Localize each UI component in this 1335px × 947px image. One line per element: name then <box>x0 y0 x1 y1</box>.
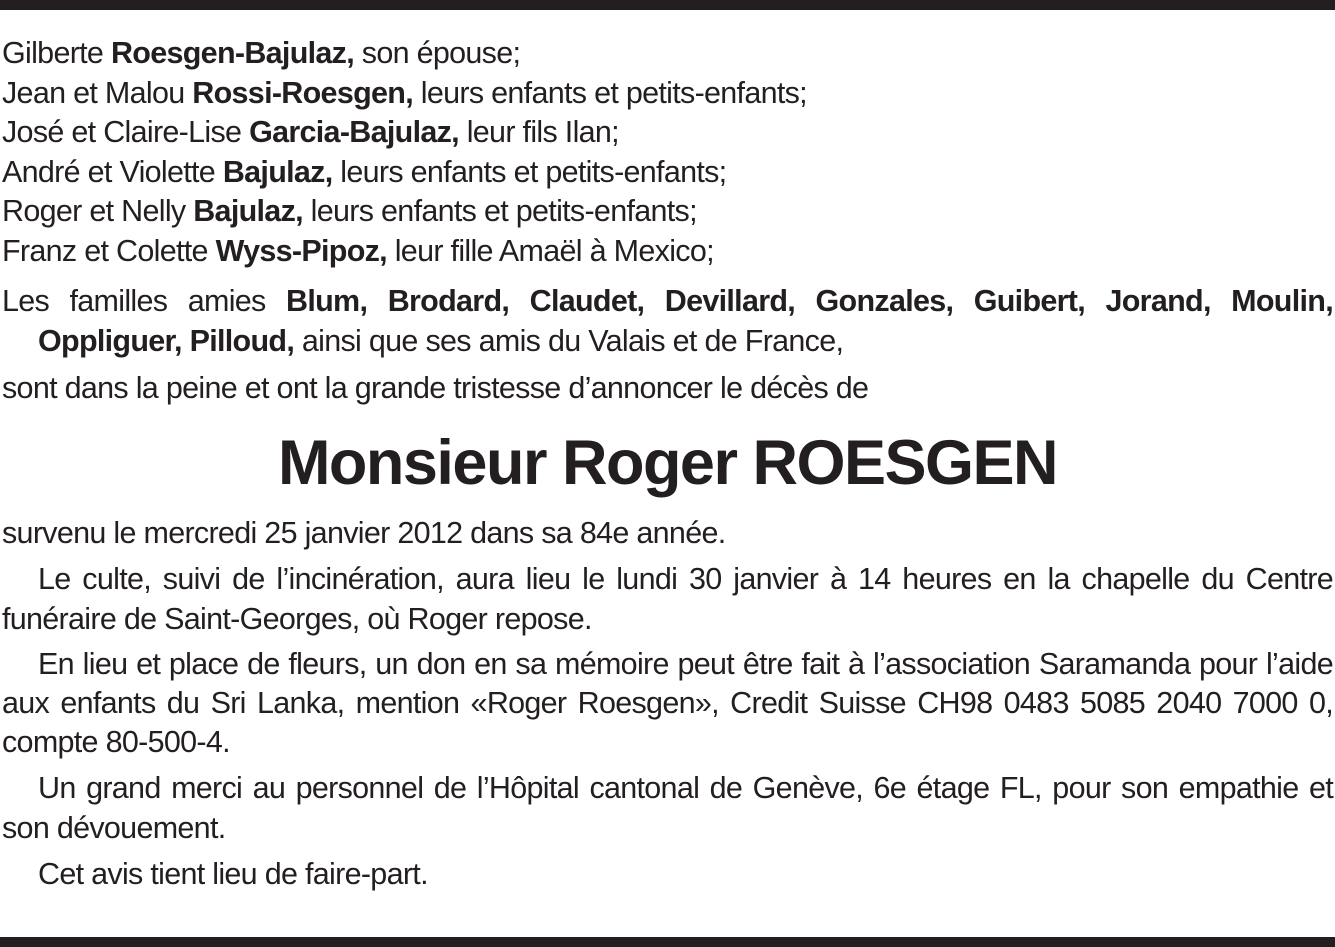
thanks-paragraph: Un grand merci au personnel de l’Hôpital cantonal de Genève, 6e étage FL, pour son empathie et son dévouement. <box>2 771 1333 845</box>
family-members: Franz et Colette <box>2 233 216 268</box>
family-members: Roger et Nelly <box>2 194 194 228</box>
friend-families-intro: Les familles amies <box>2 284 287 318</box>
family-members: André et Violette <box>2 154 223 189</box>
family-surname: Bajulaz, <box>193 194 303 228</box>
family-relation: leur fille Amaël à Mexico; <box>386 233 714 268</box>
family-line <box>2 74 1333 114</box>
donation-paragraph: En lieu et place de fleurs, un don en sa mémoire peut être fait à l’association Saramanda pour l’aide aux enfants du Sri Lanka, mention «Roger Roesgen», Credit Suisse CH98 0483 5085 2040 7000 0, compte 80-500-4. <box>2 647 1333 759</box>
family-surname: Garcia-Bajulaz, <box>249 115 459 149</box>
family-relation: leurs enfants et petits-enfants; <box>332 154 727 189</box>
family-relation: leurs enfants et petits-enfants; <box>302 194 697 228</box>
deceased-name: Monsieur Roger ROESGEN <box>277 428 1058 498</box>
family-surname: Roesgen-Bajulaz, <box>110 36 354 70</box>
family-relation: leurs enfants et petits-enfants; <box>412 75 807 110</box>
obituary-notice <box>2 34 1333 894</box>
family-line <box>2 192 1333 232</box>
family-members: Gilberte <box>2 36 111 70</box>
family-line <box>2 153 1333 193</box>
death-date-text: survenu le mercredi 25 janvier 2012 dans sa 84e année. <box>2 516 726 550</box>
friend-families <box>2 281 1333 361</box>
top-rule <box>0 0 1335 10</box>
family-relation: son épouse; <box>354 36 521 70</box>
family-members: José et Claire-Lise <box>2 115 250 149</box>
friend-family-names: Blum, Brodard, Claudet, Devillard, Gonzales, Guibert, Jorand, Moulin, Oppliguer, Pilloud, <box>38 284 1333 358</box>
family-surname: Wyss-Pipoz, <box>215 233 387 268</box>
family-relation: leur fils Ilan; <box>458 115 619 149</box>
friend-families-outro: ainsi que ses amis du Valais et de France, <box>294 324 844 358</box>
family-line <box>2 113 1333 153</box>
closing-note: Cet avis tient lieu de faire-part. <box>38 857 428 891</box>
bottom-rule <box>0 937 1335 947</box>
family-line <box>2 34 1333 74</box>
family-line <box>2 232 1333 272</box>
announcement-text: sont dans la peine et ont la grande tristesse d’annoncer le décès de <box>2 371 869 405</box>
family-surname: Rossi-Roesgen, <box>192 75 413 110</box>
family-members: Jean et Malou <box>2 75 193 110</box>
funeral-service-paragraph: Le culte, suivi de l’incinération, aura lieu le lundi 30 janvier à 14 heures en la chapelle du Centre funéraire de Saint-Georges, où Roger repose. <box>2 562 1333 636</box>
family-surname: Bajulaz, <box>222 154 333 189</box>
